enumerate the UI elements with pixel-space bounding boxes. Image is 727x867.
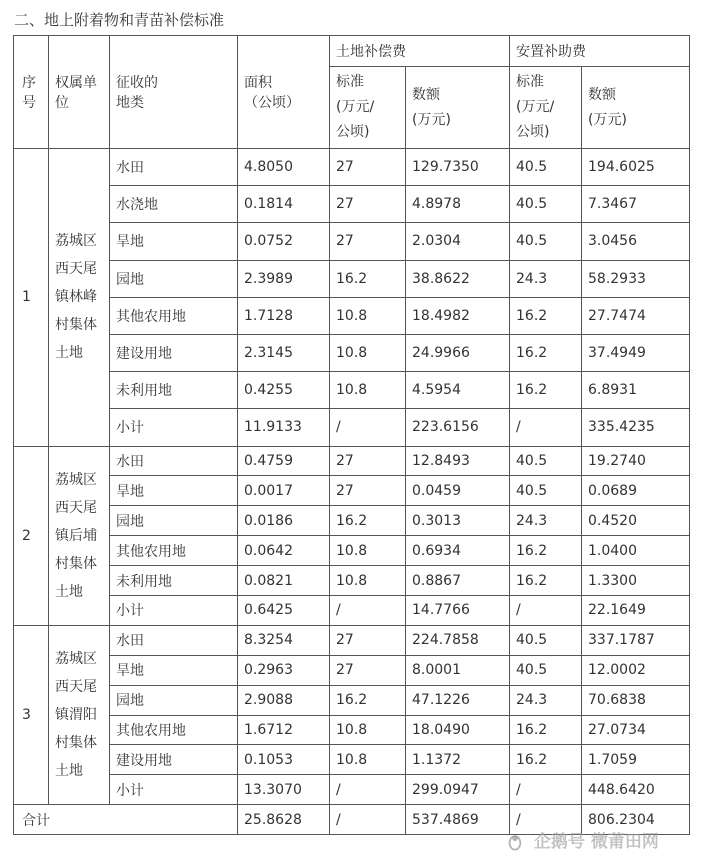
- land-type-cell: 未利用地: [110, 566, 238, 596]
- land-amount-cell: 0.6934: [406, 536, 510, 566]
- resettle-standard-cell: 16.2: [510, 745, 582, 775]
- table-row: [14, 260, 690, 297]
- land-type-cell: 建设用地: [110, 334, 238, 371]
- area-cell: 1.6712: [238, 715, 330, 745]
- owner-line: 村集体: [55, 317, 97, 334]
- resettle-amount-cell: 6.8931: [582, 372, 690, 409]
- table-row: [14, 223, 690, 260]
- table-row: [14, 334, 690, 371]
- resettle-standard-cell: 40.5: [510, 149, 582, 186]
- owner-line: 村集体: [55, 735, 97, 752]
- land-standard-cell: 16.2: [330, 685, 406, 715]
- land-type-cell: 小计: [110, 775, 238, 805]
- table-row: [14, 446, 690, 476]
- area-cell: 0.4759: [238, 446, 330, 476]
- land-standard-cell: 16.2: [330, 506, 406, 536]
- resettle-amount-cell: 12.0002: [582, 655, 690, 685]
- resettle-amount-cell: 1.3300: [582, 566, 690, 596]
- total-land-amount-cell: 537.4869: [406, 805, 510, 835]
- resettle-amount-cell: 7.3467: [582, 186, 690, 223]
- owner-line: 镇林峰: [55, 289, 97, 306]
- table-row: [14, 149, 690, 186]
- header-owner: 权属单 位: [49, 36, 110, 149]
- owner-line: 西天尾: [55, 261, 97, 278]
- resettle-standard-cell: 40.5: [510, 446, 582, 476]
- area-cell: 0.1814: [238, 186, 330, 223]
- land-type-cell: 园地: [110, 685, 238, 715]
- total-resettle-standard-cell: /: [510, 805, 582, 835]
- resettle-amount-cell: 19.2740: [582, 446, 690, 476]
- header-land-type: 征收的 地类: [110, 36, 238, 149]
- compensation-table: [13, 35, 690, 835]
- resettle-amount-cell: 1.0400: [582, 536, 690, 566]
- land-amount-cell: 12.8493: [406, 446, 510, 476]
- table-row: [14, 297, 690, 334]
- area-cell: 2.3145: [238, 334, 330, 371]
- row-owner: [49, 149, 110, 447]
- owner-line: 土地: [55, 583, 83, 600]
- owner-line: 荔城区: [55, 651, 97, 668]
- area-cell: 0.6425: [238, 595, 330, 625]
- resettle-standard-cell: 24.3: [510, 506, 582, 536]
- owner-line: 土地: [55, 345, 83, 362]
- owner-line: 村集体: [55, 555, 97, 572]
- land-amount-cell: 18.0490: [406, 715, 510, 745]
- row-owner: [49, 446, 110, 625]
- land-amount-cell: 0.8867: [406, 566, 510, 596]
- resettle-standard-cell: 40.5: [510, 223, 582, 260]
- area-cell: 0.0821: [238, 566, 330, 596]
- resettle-amount-cell: 337.1787: [582, 625, 690, 655]
- resettle-amount-cell: 58.2933: [582, 260, 690, 297]
- resettle-amount-cell: 194.6025: [582, 149, 690, 186]
- area-cell: 0.1053: [238, 745, 330, 775]
- land-amount-cell: 47.1226: [406, 685, 510, 715]
- land-type-cell: 水田: [110, 625, 238, 655]
- header-row: [14, 36, 690, 67]
- table-row: [14, 715, 690, 745]
- total-resettle-amount-cell: 806.2304: [582, 805, 690, 835]
- land-type-cell: 其他农用地: [110, 536, 238, 566]
- header-land-standard: 标准 (万元/ 公顷): [330, 67, 406, 149]
- land-standard-cell: 10.8: [330, 536, 406, 566]
- resettle-amount-cell: 335.4235: [582, 409, 690, 446]
- land-standard-cell: 27: [330, 625, 406, 655]
- land-amount-cell: 4.5954: [406, 372, 510, 409]
- resettle-standard-cell: /: [510, 595, 582, 625]
- subtotal-row: [14, 775, 690, 805]
- table-row: [14, 506, 690, 536]
- row-seq: 3: [14, 625, 49, 804]
- header-seq: 序 号: [14, 36, 49, 149]
- land-standard-cell: 10.8: [330, 715, 406, 745]
- resettle-standard-cell: 40.5: [510, 476, 582, 506]
- subtotal-row: [14, 595, 690, 625]
- table-row: [14, 625, 690, 655]
- land-amount-cell: 24.9966: [406, 334, 510, 371]
- resettle-standard-cell: 16.2: [510, 566, 582, 596]
- land-standard-cell: /: [330, 775, 406, 805]
- land-standard-cell: 27: [330, 476, 406, 506]
- land-type-cell: 水浇地: [110, 186, 238, 223]
- header-resettle-standard: 标准 (万元/ 公顷): [510, 67, 582, 149]
- land-type-cell: 园地: [110, 506, 238, 536]
- owner-line: 荔城区: [55, 471, 97, 488]
- area-cell: 0.4255: [238, 372, 330, 409]
- land-standard-cell: 27: [330, 655, 406, 685]
- area-cell: 13.3070: [238, 775, 330, 805]
- subtotal-row: [14, 409, 690, 446]
- area-cell: 0.0017: [238, 476, 330, 506]
- resettle-amount-cell: 70.6838: [582, 685, 690, 715]
- resettle-amount-cell: 0.0689: [582, 476, 690, 506]
- land-standard-cell: 27: [330, 149, 406, 186]
- land-amount-cell: 299.0947: [406, 775, 510, 805]
- owner-line: 荔城区: [55, 233, 97, 250]
- land-amount-cell: 224.7858: [406, 625, 510, 655]
- resettle-amount-cell: 22.1649: [582, 595, 690, 625]
- area-cell: 0.0642: [238, 536, 330, 566]
- area-cell: 1.7128: [238, 297, 330, 334]
- area-cell: 2.3989: [238, 260, 330, 297]
- land-standard-cell: 10.8: [330, 297, 406, 334]
- header-land-amount: 数额 (万元): [406, 67, 510, 149]
- section-title: 二、地上附着物和青苗补偿标准: [14, 11, 225, 29]
- land-amount-cell: 223.6156: [406, 409, 510, 446]
- table-row: [14, 536, 690, 566]
- table-row: [14, 655, 690, 685]
- land-type-cell: 水田: [110, 149, 238, 186]
- land-type-cell: 旱地: [110, 655, 238, 685]
- resettle-standard-cell: 40.5: [510, 655, 582, 685]
- land-type-cell: 小计: [110, 595, 238, 625]
- land-standard-cell: 16.2: [330, 260, 406, 297]
- land-type-cell: 其他农用地: [110, 715, 238, 745]
- resettle-amount-cell: 27.0734: [582, 715, 690, 745]
- header-area: 面积 （公顷）: [238, 36, 330, 149]
- land-standard-cell: 27: [330, 186, 406, 223]
- land-amount-cell: 1.1372: [406, 745, 510, 775]
- land-type-cell: 小计: [110, 409, 238, 446]
- total-land-standard-cell: /: [330, 805, 406, 835]
- header-resettle-amount: 数额 (万元): [582, 67, 690, 149]
- land-amount-cell: 14.7766: [406, 595, 510, 625]
- owner-line: 土地: [55, 763, 83, 780]
- land-amount-cell: 129.7350: [406, 149, 510, 186]
- resettle-amount-cell: 1.7059: [582, 745, 690, 775]
- land-amount-cell: 4.8978: [406, 186, 510, 223]
- area-cell: 4.8050: [238, 149, 330, 186]
- total-row: [14, 805, 690, 835]
- land-amount-cell: 8.0001: [406, 655, 510, 685]
- row-seq: 1: [14, 149, 49, 447]
- land-standard-cell: 10.8: [330, 566, 406, 596]
- penguin-icon: [506, 833, 524, 851]
- resettle-standard-cell: 16.2: [510, 536, 582, 566]
- resettle-amount-cell: 0.4520: [582, 506, 690, 536]
- land-standard-cell: /: [330, 595, 406, 625]
- resettle-standard-cell: 16.2: [510, 334, 582, 371]
- land-amount-cell: 38.8622: [406, 260, 510, 297]
- resettle-standard-cell: 24.3: [510, 685, 582, 715]
- watermark-text: 企鹅号 微莆田网: [533, 832, 659, 852]
- land-amount-cell: 0.3013: [406, 506, 510, 536]
- resettle-amount-cell: 448.6420: [582, 775, 690, 805]
- land-standard-cell: 27: [330, 223, 406, 260]
- land-standard-cell: /: [330, 409, 406, 446]
- land-type-cell: 水田: [110, 446, 238, 476]
- resettle-amount-cell: 27.7474: [582, 297, 690, 334]
- land-standard-cell: 10.8: [330, 372, 406, 409]
- table-row: [14, 186, 690, 223]
- owner-line: 镇后埔: [55, 527, 97, 544]
- land-amount-cell: 0.0459: [406, 476, 510, 506]
- resettle-standard-cell: 40.5: [510, 186, 582, 223]
- resettle-standard-cell: 24.3: [510, 260, 582, 297]
- row-owner: [49, 625, 110, 804]
- area-cell: 2.9088: [238, 685, 330, 715]
- resettle-amount-cell: 3.0456: [582, 223, 690, 260]
- owner-line: 镇渭阳: [55, 707, 97, 724]
- table-row: [14, 685, 690, 715]
- land-standard-cell: 27: [330, 446, 406, 476]
- owner-line: 西天尾: [55, 679, 97, 696]
- resettle-standard-cell: /: [510, 775, 582, 805]
- land-standard-cell: 10.8: [330, 334, 406, 371]
- land-type-cell: 其他农用地: [110, 297, 238, 334]
- resettle-standard-cell: 16.2: [510, 372, 582, 409]
- land-type-cell: 建设用地: [110, 745, 238, 775]
- total-label: 合计: [14, 805, 238, 835]
- table-row: [14, 566, 690, 596]
- land-amount-cell: 18.4982: [406, 297, 510, 334]
- land-type-cell: 旱地: [110, 476, 238, 506]
- header-land-compensation: 土地补偿费: [330, 36, 510, 67]
- table-row: [14, 745, 690, 775]
- land-standard-cell: 10.8: [330, 745, 406, 775]
- resettle-standard-cell: 16.2: [510, 297, 582, 334]
- area-cell: 0.2963: [238, 655, 330, 685]
- owner-line: 西天尾: [55, 499, 97, 516]
- resettle-standard-cell: 16.2: [510, 715, 582, 745]
- land-type-cell: 未利用地: [110, 372, 238, 409]
- header-resettlement-subsidy: 安置补助费: [510, 36, 690, 67]
- area-cell: 0.0752: [238, 223, 330, 260]
- table-row: [14, 372, 690, 409]
- resettle-amount-cell: 37.4949: [582, 334, 690, 371]
- land-type-cell: 园地: [110, 260, 238, 297]
- area-cell: 8.3254: [238, 625, 330, 655]
- land-type-cell: 旱地: [110, 223, 238, 260]
- area-cell: 0.0186: [238, 506, 330, 536]
- resettle-standard-cell: /: [510, 409, 582, 446]
- row-seq: 2: [14, 446, 49, 625]
- table-row: [14, 476, 690, 506]
- total-area-cell: 25.8628: [238, 805, 330, 835]
- resettle-standard-cell: 40.5: [510, 625, 582, 655]
- land-amount-cell: 2.0304: [406, 223, 510, 260]
- area-cell: 11.9133: [238, 409, 330, 446]
